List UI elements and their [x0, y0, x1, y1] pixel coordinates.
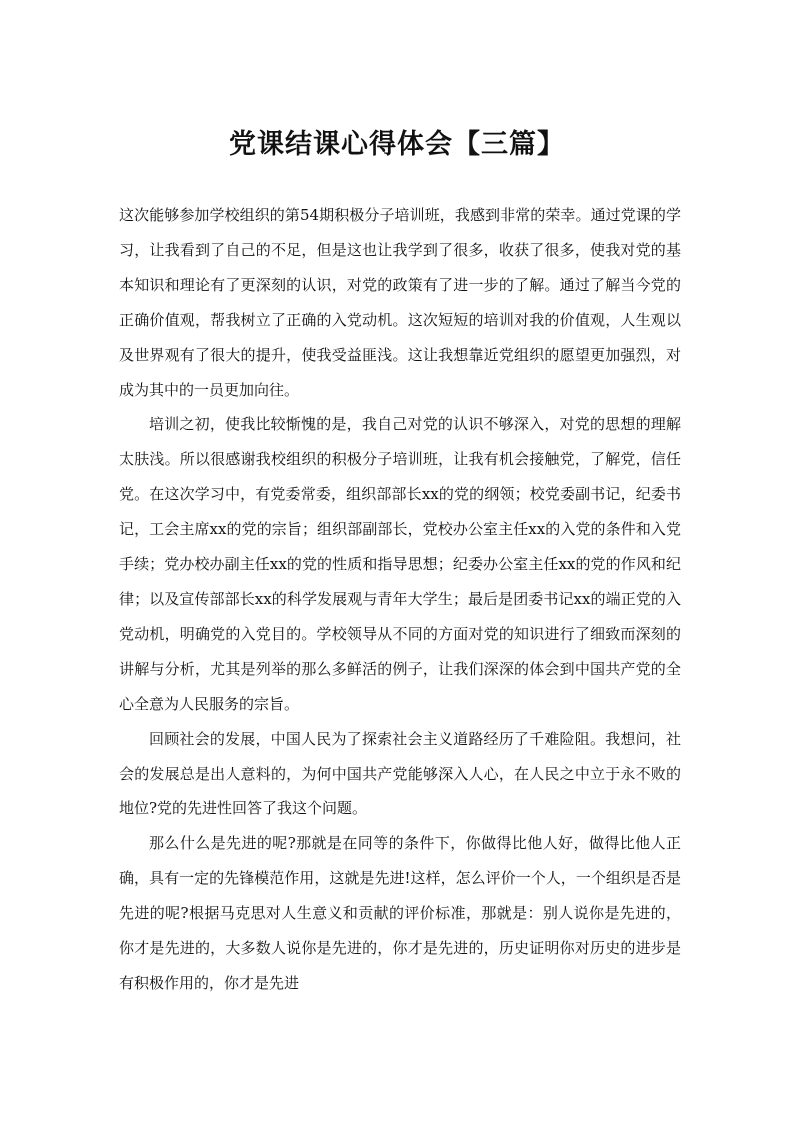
paragraph-2: 培训之初，使我比较惭愧的是，我自己对党的认识不够深入，对党的思想的理解太肤浅。所以很感谢我校组织的积极分子培训班，让我有机会接触党，了解党，信任党。在这次学习中，有党委常委，组织部部长xx的党的纲领；校党委副书记，纪委书记，工会主席xx的党的宗旨；组织部副部长，党校办公室主任xx的入党的条件和入党手续；党办校办副主任xx的党的性质和指导思想；纪委办公室主任xx的党的作风和纪律；以及宣传部部长xx的科学发展观与青年大学生；最后是团委书记xx的端正党的入党动机，明确党的入党目的。学校领导从不同的方面对党的知识进行了细致而深刻的讲解与分析，尤其是列举的那么多鲜活的例子，让我们深深的体会到中国共产党的全心全意为人民服务的宗旨。	[119, 415, 681, 713]
document-body	[119, 198, 681, 1001]
document-title: 党课结课心得体会【三篇】	[229, 129, 565, 160]
paragraph-3: 回顾社会的发展，中国人民为了探索社会主义道路经历了千难险阻。我想问，社会的发展总是出人意料的，为何中国共产党能够深入人心，在人民之中立于永不败的地位?党的先进性回答了我这个问题。	[119, 729, 681, 818]
paragraph-1: 这次能够参加学校组织的第54期积极分子培训班，我感到非常的荣幸。通过党课的学习，让我看到了自己的不足，但是这也让我学到了很多，收获了很多，使我对党的基本知识和理论有了更深刻的认识，对党的政策有了进一步的了解。通过了解当今党的正确价值观，帮我树立了正确的入党动机。这次短短的培训对我的价值观，人生观以及世界观有了很大的提升，使我受益匪浅。这让我想靠近党组织的愿望更加强烈，对成为其中的一员更加向往。	[119, 206, 681, 399]
paragraph-4: 那么什么是先进的呢?那就是在同等的条件下，你做得比他人好，做得比他人正确，具有一定的先锋模范作用，这就是先进!这样，怎么评价一个人，一个组织是否是先进的呢?根据马克思对人生意义和贡献的评价标准，那就是：别人说你是先进的，你才是先进的，大多数人说你是先进的，你才是先进的，历史证明你对历史的进步是有积极作用的，你才是先进	[119, 834, 681, 992]
